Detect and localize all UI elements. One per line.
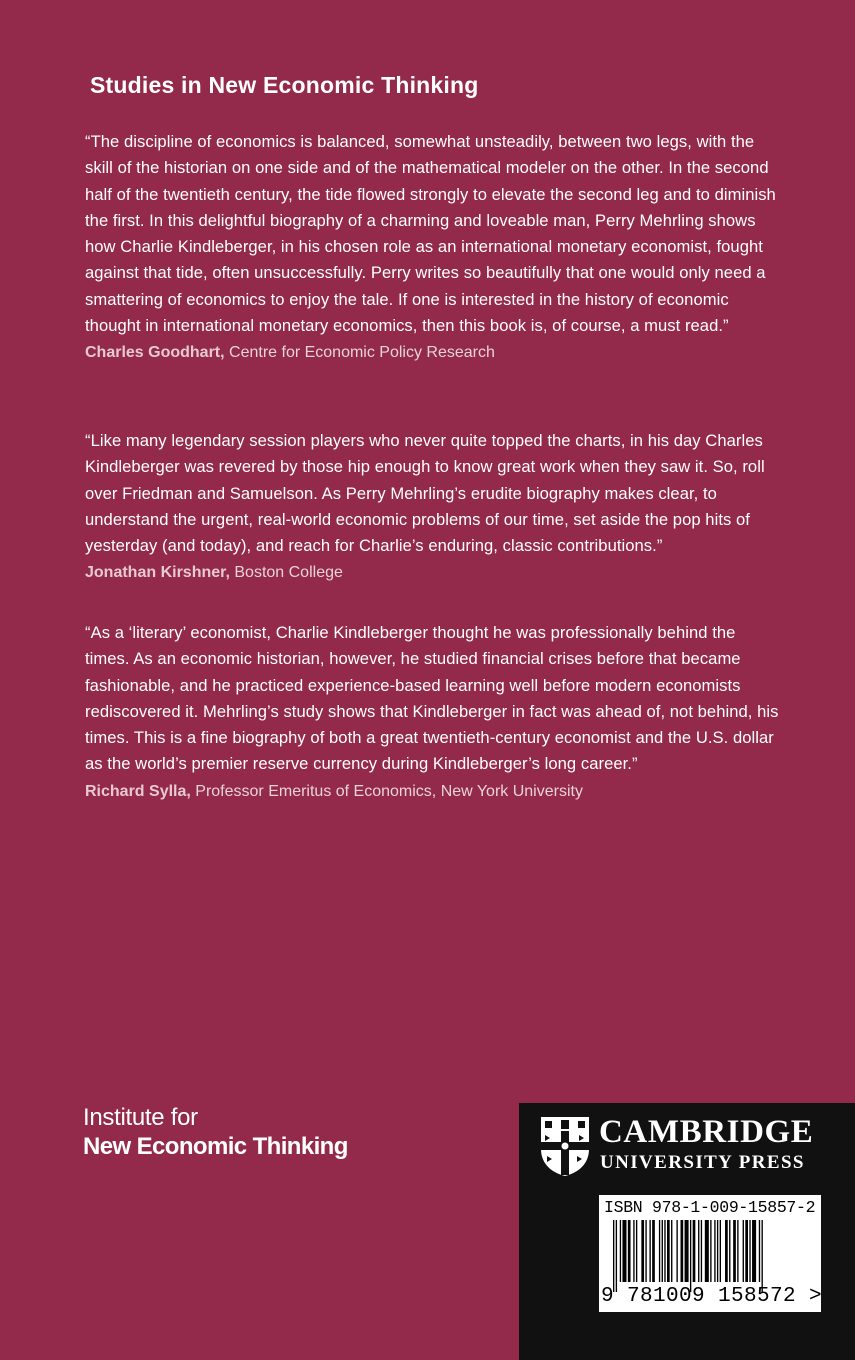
endorsement-attribution: [85, 341, 780, 365]
endorsement-1: [85, 129, 780, 365]
endorser-affiliation: Centre for Economic Policy Research: [224, 344, 495, 362]
publisher-subtitle: UNIVERSITY PRESS: [600, 1152, 805, 1173]
isbn-barcode: [599, 1195, 821, 1312]
endorsement-attribution: [85, 561, 780, 585]
ean-digits: 9 781009 158572 >: [601, 1285, 823, 1308]
series-title: Studies in New Economic Thinking: [90, 72, 479, 98]
endorsement-attribution: [85, 780, 780, 804]
institute-logo: [83, 1103, 348, 1161]
publisher-panel: [519, 1103, 855, 1360]
institute-line-2: New Economic Thinking: [83, 1133, 348, 1160]
endorser-name: Jonathan Kirshner,: [85, 564, 230, 582]
isbn-label: ISBN 978-1-009-15857-2: [604, 1198, 816, 1217]
endorser-affiliation: Boston College: [229, 564, 343, 582]
endorsement-quote: “As a ‘literary’ economist, Charlie Kindleberger thought he was professionally behind the times. As an economic historian, however, he studied financial crises before that became fashionable, and he practiced experience-based learning well before modern economists rediscovered it. Mehrling’s study shows that Kindleberger in fact was ahead of, not behind, his times. This is a fine biography of both a great twentieth-century economist and the U.S. dollar as the world’s premier reserve currency during Kindleberger’s long career.”: [85, 623, 779, 774]
institute-line-1: Institute for: [83, 1104, 198, 1131]
endorsement-2: [85, 428, 780, 585]
endorsement-3: [85, 620, 780, 804]
barcode-bars: [613, 1220, 807, 1292]
endorser-name: Richard Sylla,: [85, 782, 191, 800]
cambridge-crest-icon: [539, 1115, 591, 1177]
endorser-name: Charles Goodhart,: [85, 344, 225, 362]
endorsement-quote: “The discipline of economics is balanced, somewhat unsteadily, between two legs, with the skill of the historian on one side and of the mathematical modeler on the other. In the second half of the twentieth century, the tide flowed strongly to elevate the second leg and to diminish the first. In this delightful biography of a charming and loveable man, Perry Mehrling shows how Charlie Kindleberger, in his chosen role as an international monetary economist, fought against that tide, often unsuccessfully. Perry writes so beautifully that one would only need a smattering of economics to enjoy the tale. If one is interested in the history of economic thought in international monetary economics, then this book is, of course, a must read.”: [85, 132, 776, 336]
endorsement-quote: “Like many legendary session players who never quite topped the charts, in his day Charles Kindleberger was revered by those hip enough to know great work when they saw it. So, roll over Friedman and Samuelson. As Perry Mehrling’s erudite biography makes clear, to understand the urgent, real-world economic problems of our time, set aside the pop hits of yesterday (and today), and reach for Charlie’s enduring, classic contributions.”: [85, 431, 765, 556]
publisher-name: CAMBRIDGE: [599, 1114, 814, 1150]
endorser-affiliation: Professor Emeritus of Economics, New York University: [190, 782, 583, 800]
